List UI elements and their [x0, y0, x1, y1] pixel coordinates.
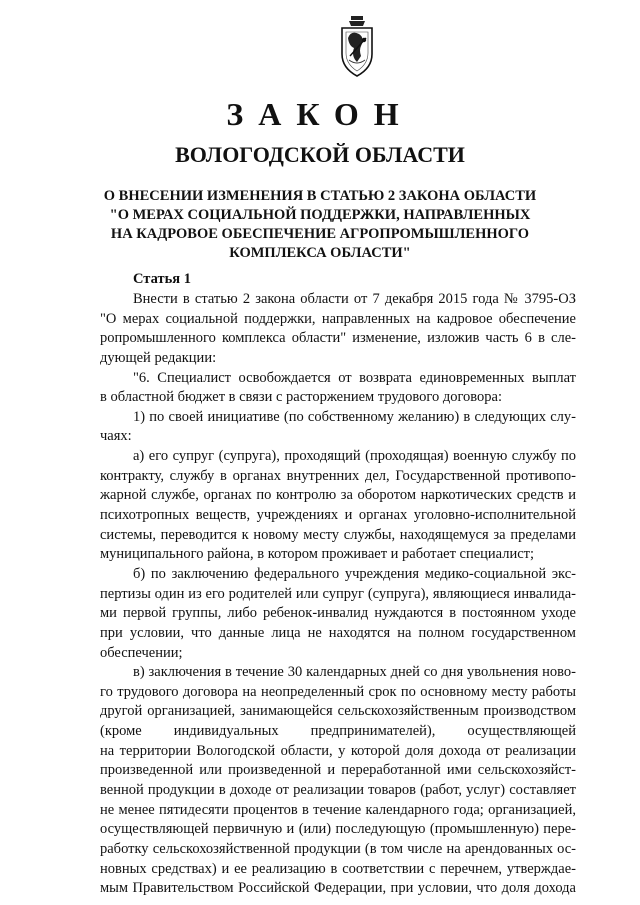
article-title: Статья 1 [133, 271, 191, 287]
body-line: работку сельскохозяйственной продукции (в том числе на арендованных ос- [100, 840, 576, 857]
body-line: в) заключения в течение 30 календарных дней со дня увольнения ново- [133, 664, 576, 681]
body-line: не менее пятидесяти процентов в течение календарного года; организацией, [100, 801, 576, 818]
article-body [100, 290, 576, 899]
body-line: при условии, что данные лица не находятся на полном государственном [100, 624, 576, 641]
body-line: "6. Специалист освобождается от возврата единовременных выплат [133, 369, 576, 386]
body-line: пертизы один из его родителей или супруг (супруга), являющиеся инвалида- [100, 585, 576, 602]
heading-line: КОМПЛЕКСА ОБЛАСТИ" [229, 245, 411, 261]
body-line: б) по заключению федерального учреждения медико-социальной экс- [133, 565, 576, 582]
body-line: произведенной или произведенной и переработанной ими сельскохозяйст- [100, 762, 576, 779]
body-line: контракту, службу в органах внутренних дел, Государственной противопо- [100, 467, 576, 484]
body-line: ропромышленного комплекса области" изменение, изложив часть 6 в сле- [100, 330, 576, 347]
body-line: (кроме индивидуальных предпринимателей), осуществляющей [100, 723, 576, 740]
region-subtitle: ВОЛОГОДСКОЙ ОБЛАСТИ [175, 142, 465, 167]
body-line: системы, переводится к новому месту службы, находящемуся за пределами [100, 526, 576, 543]
body-line: осуществляющей первичную и (или) последующую (промышленную) пере- [100, 821, 576, 838]
coat-of-arms-icon [337, 16, 377, 78]
body-line: жарной службе, органах по контролю за оборотом наркотических средств и [100, 487, 576, 504]
body-line: муниципального района, в котором проживает и работает специалист; [100, 546, 535, 563]
body-line: а) его супруг (супруга), проходящий (проходящая) военную службу по [133, 448, 576, 465]
body-line: дующей редакции: [100, 349, 217, 366]
law-title: ЗАКОН [226, 96, 414, 132]
body-line: новных средствах) и ее реализацию в соответствии с перечнем, утверждае- [100, 860, 576, 877]
body-line: психотропных веществ, учреждениях и органах уголовно-исполнительной [100, 507, 576, 524]
body-line: другой организацией, занимающейся сельскохозяйственным производством [100, 703, 576, 720]
body-line: мым Правительством Российской Федерации, при условии, что доля дохода [100, 880, 576, 897]
body-line: го трудового договора на неопределенный срок по основному месту работы [100, 683, 576, 700]
body-line: венной продукции в доходе от реализации товаров (работ, услуг) составляет [100, 782, 576, 799]
body-line: обеспечении; [100, 644, 183, 661]
body-line: в областной бюджет в связи с расторжением трудового договора: [100, 389, 503, 406]
body-line: на территории Вологодской области, у которой доля дохода от реализации [100, 742, 576, 759]
heading-line: "О МЕРАХ СОЦИАЛЬНОЙ ПОДДЕРЖКИ, НАПРАВЛЕННЫХ [109, 207, 531, 223]
body-line: ми первой группы, либо ребенок-инвалид нуждаются в постоянном уходе [100, 605, 576, 622]
body-line: 1) по своей инициативе (по собственному желанию) в следующих слу- [133, 408, 576, 425]
body-line: чаях: [100, 428, 132, 445]
body-line: "О мерах социальной поддержки, направленных на кадровое обеспечение [100, 310, 576, 327]
heading-line: НА КАДРОВОЕ ОБЕСПЕЧЕНИЕ АГРОПРОМЫШЛЕННОГО [110, 226, 530, 242]
body-line: Внести в статью 2 закона области от 7 декабря 2015 года № 3795-ОЗ [133, 291, 576, 307]
law-heading [100, 187, 540, 263]
heading-line: О ВНЕСЕНИИ ИЗМЕНЕНИЯ В СТАТЬЮ 2 ЗАКОНА ОБЛАСТИ [103, 188, 537, 204]
